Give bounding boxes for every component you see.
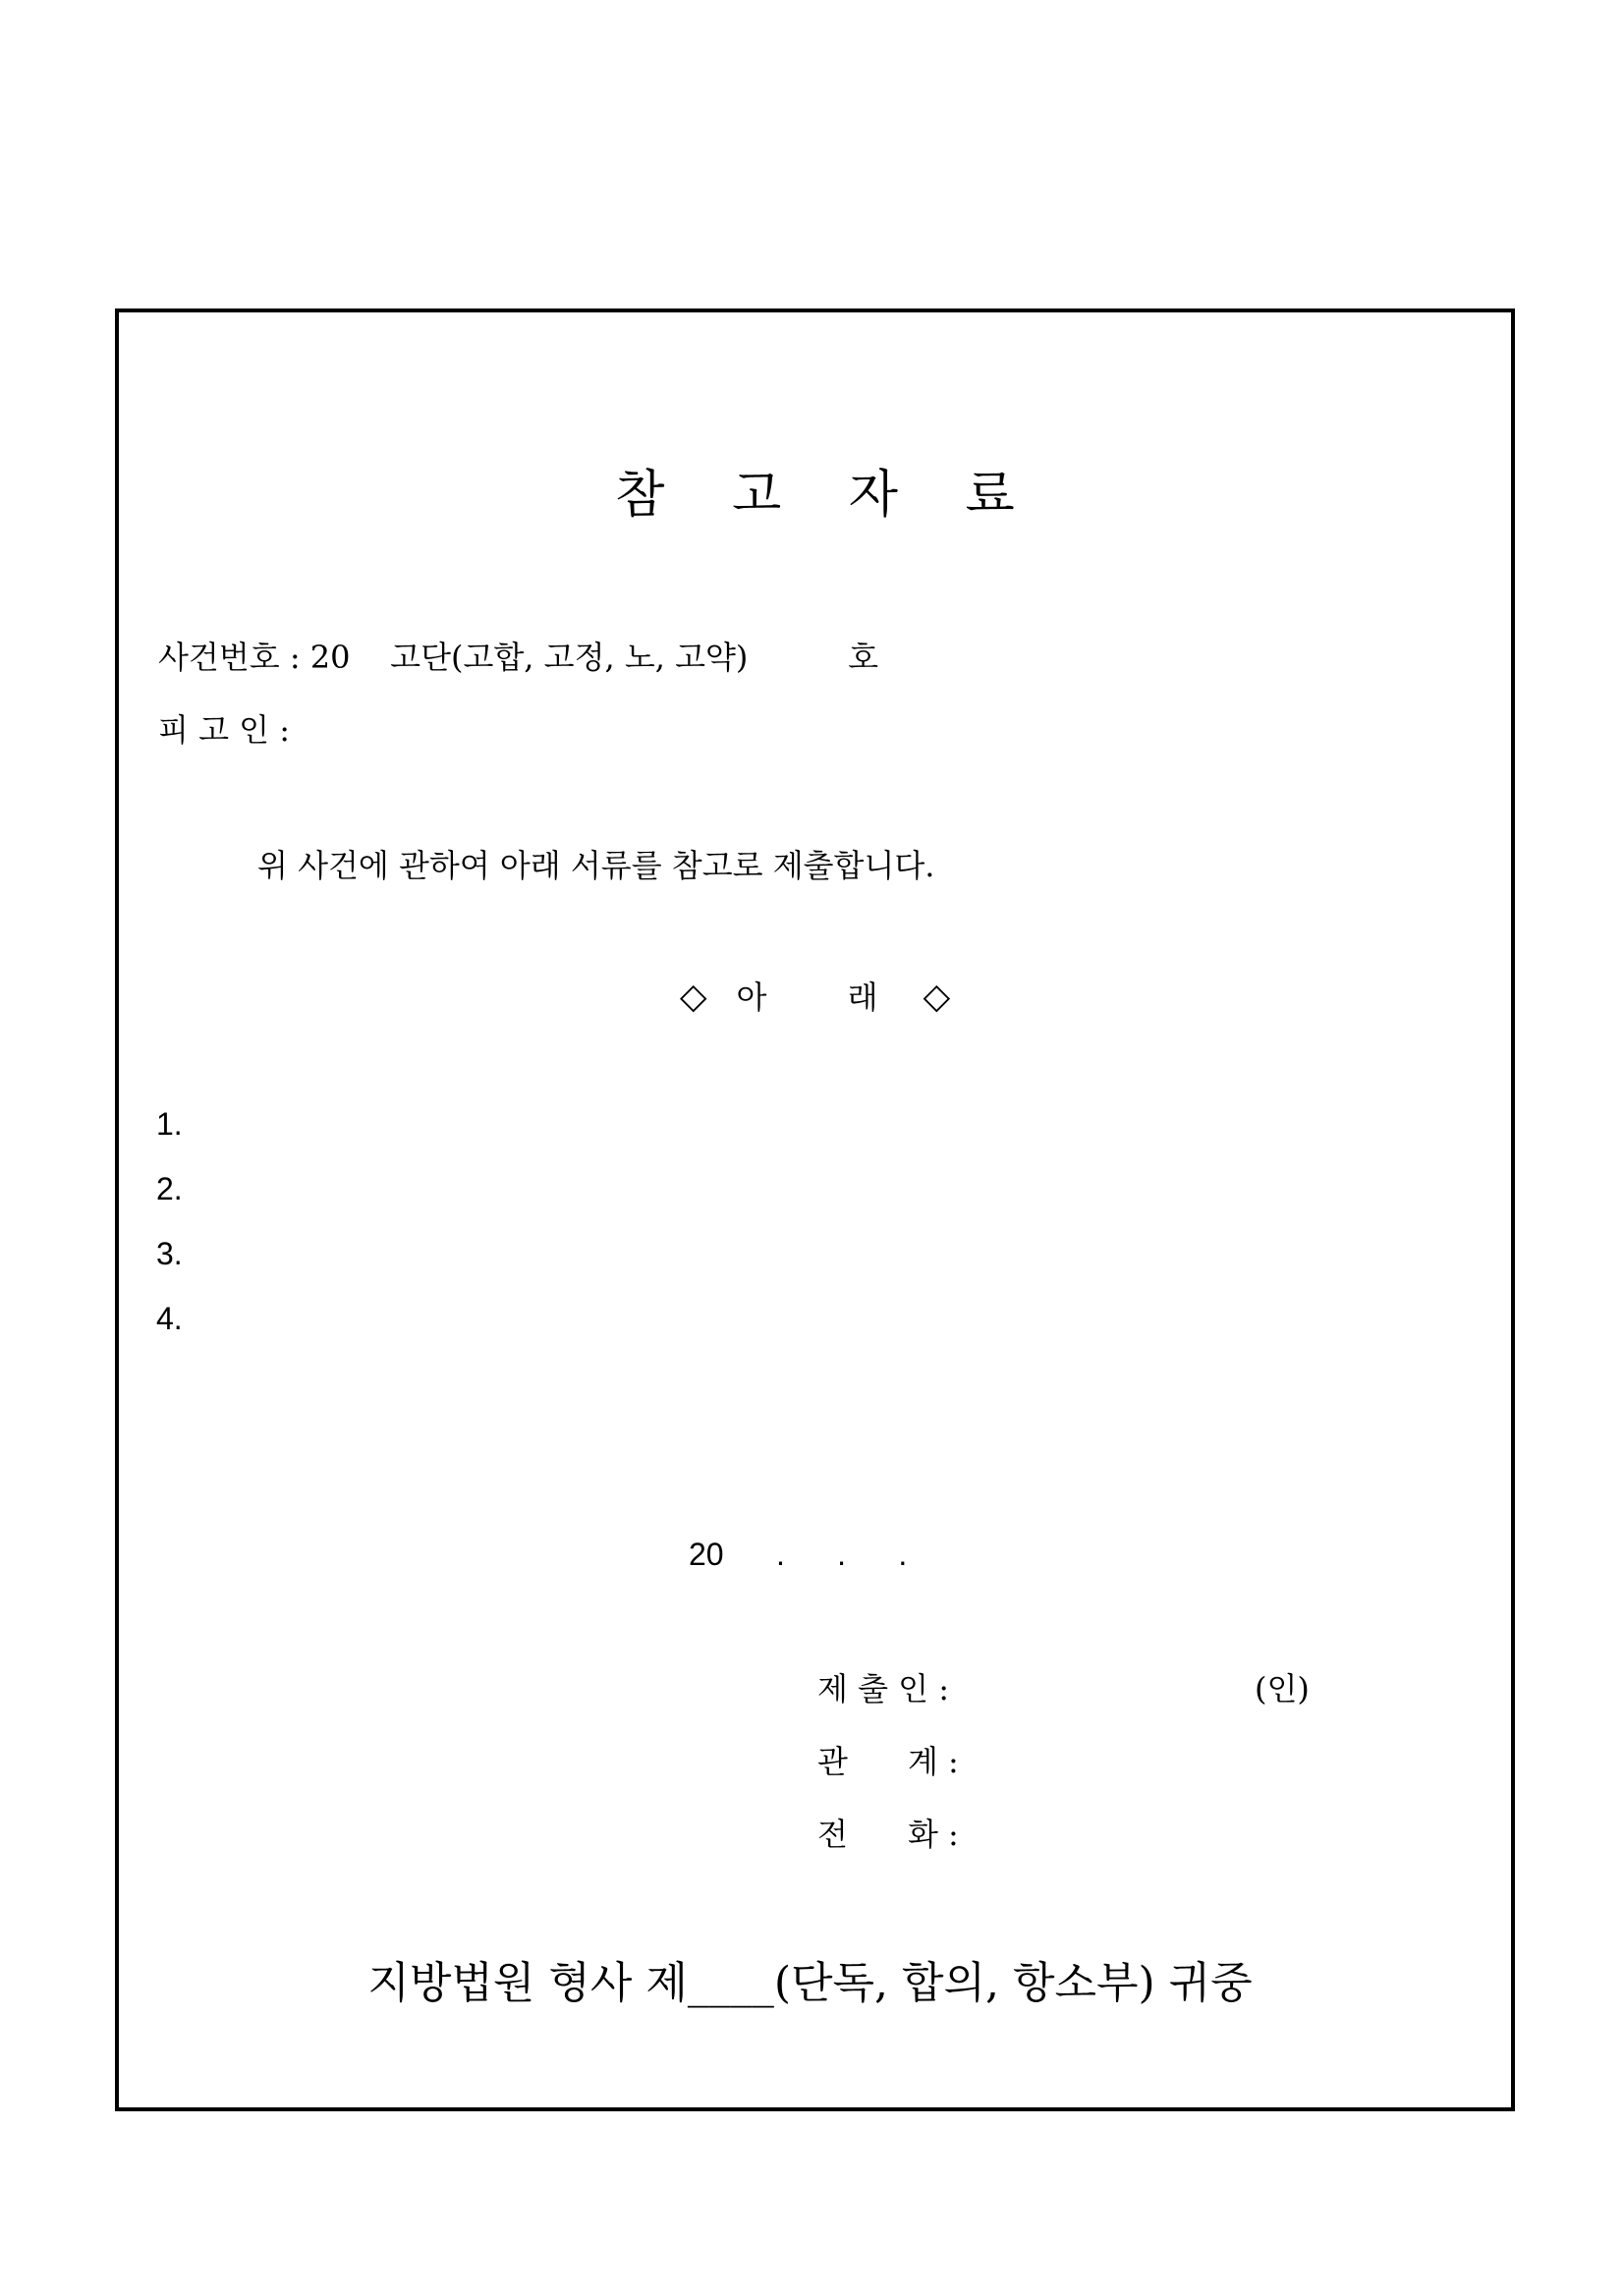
- diamond-left-icon: ◇: [679, 977, 707, 1017]
- notice-word: 아 래: [736, 979, 914, 1016]
- list-item: 1.: [156, 1106, 183, 1142]
- notice-heading: [119, 973, 1511, 1018]
- court-addressee: 지방법원 형사 제____(단독, 합의, 항소부) 귀중: [367, 1958, 1253, 2008]
- diamond-right-icon: ◇: [923, 977, 951, 1017]
- defendant-line: 피 고 인 :: [158, 711, 291, 749]
- item-list: [156, 1104, 183, 1364]
- list-item: 3.: [156, 1236, 183, 1271]
- intro-sentence: 위 사건에 관하여 아래 서류를 참고로 제출합니다.: [257, 847, 935, 884]
- list-item: 2.: [156, 1171, 183, 1206]
- case-number-line: 사건번호 : 20 고단(고합, 고정, 노, 고약) 호: [158, 639, 879, 676]
- phone-line: 전 화 :: [817, 1816, 959, 1853]
- document-title: 참 고 자 료: [615, 466, 1040, 525]
- relation-line: 관 계 :: [817, 1743, 959, 1780]
- submitter-line: 제 출 인 :: [817, 1670, 950, 1708]
- document-frame: [115, 308, 1515, 2111]
- list-item: 4.: [156, 1301, 183, 1336]
- date-line: 20 . . .: [689, 1537, 908, 1572]
- seal-mark: (인): [1255, 1670, 1310, 1708]
